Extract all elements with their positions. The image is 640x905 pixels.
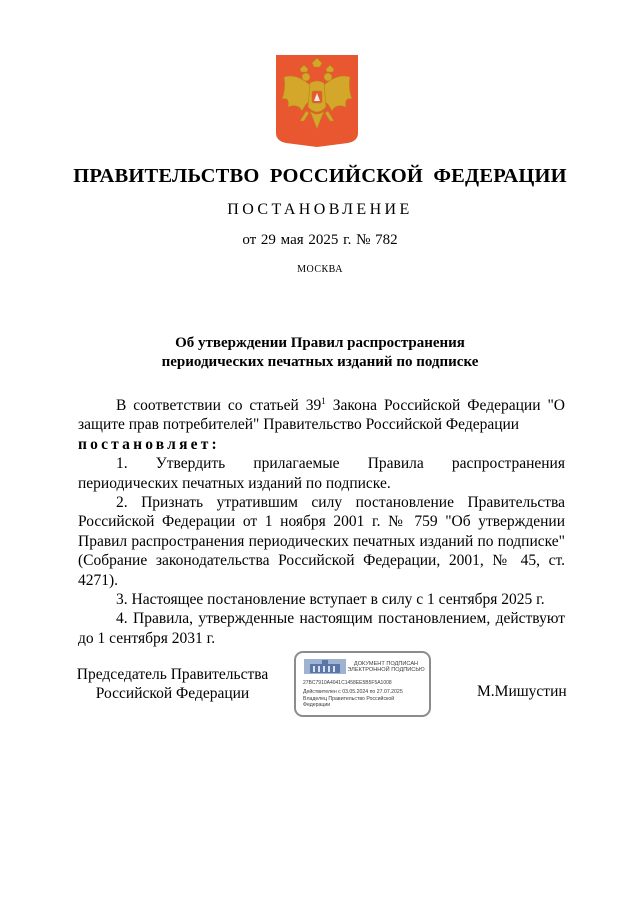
clause-2: 2. Признать утратившим силу постановление Правительства Российской Федерации от 1 ноября 2001 г. № 759 "Об утверждении Правил распространения периодических печатных изданий по подписке" (Собрание законодательства Российской Федерации, 2001, № 45, ст. 4271). (78, 494, 565, 589)
signatory-name: М.Мишустин (477, 683, 567, 700)
certificate-number: 27BC7910A4041C1458EE5B5F5A1008 (303, 680, 392, 686)
subject-line-1: Об утверждении Правил распространения (175, 335, 465, 351)
decree-word: постановляет: (78, 435, 220, 453)
position-line-2: Российской Федерации (95, 685, 250, 702)
stamp-heading-line-1: ДОКУМЕНТ ПОДПИСАН (353, 661, 419, 667)
city: МОСКВА (297, 264, 343, 275)
clause-4: 4. Правила, утвержденные настоящим постановлением, действуют до 1 сентября 2031 г. (78, 610, 565, 647)
coat-of-arms-emblem (276, 55, 358, 147)
government-title: ПРАВИТЕЛЬСТВО РОССИЙСКОЙ ФЕДЕРАЦИИ (73, 165, 567, 187)
subject-line-2: периодических печатных изданий по подписке (161, 354, 479, 370)
document-type: ПОСТАНОВЛЕНИЕ (227, 201, 413, 218)
document-date-number: от 29 мая 2025 г. № 782 (242, 232, 398, 248)
stamp-heading-line-2: ЭЛЕКТРОННОЙ ПОДПИСЬЮ (347, 667, 425, 674)
document-body (78, 396, 565, 648)
document-subject (0, 334, 640, 372)
certificate-validity: Действителен с 03.05.2024 по 27.07.2025 (303, 689, 403, 695)
electronic-signature-stamp (294, 651, 431, 717)
clause-3: 3. Настоящее постановление вступает в силу с 1 сентября 2025 г. (116, 591, 545, 609)
signatory-position (70, 665, 275, 703)
preamble-paragraph (78, 396, 565, 435)
clause-1: 1. Утвердить прилагаемые Правила распространения периодических печатных изданий по подписке. (78, 455, 565, 492)
preamble-text-b: Закона Российской Федерации "О защите прав потребителей" Правительство Российской Федерации (78, 397, 565, 434)
position-line-1: Председатель Правительства (76, 666, 269, 683)
government-building-icon (304, 659, 346, 674)
preamble-text-a: В соответствии со статьей 39 (116, 397, 322, 414)
certificate-owner-line-2: Федерации (303, 702, 331, 708)
certificate-owner-line-1: Владелец Правительство Российской (303, 696, 395, 702)
article-superscript: 1 (321, 395, 326, 406)
stamp-heading (344, 661, 428, 674)
